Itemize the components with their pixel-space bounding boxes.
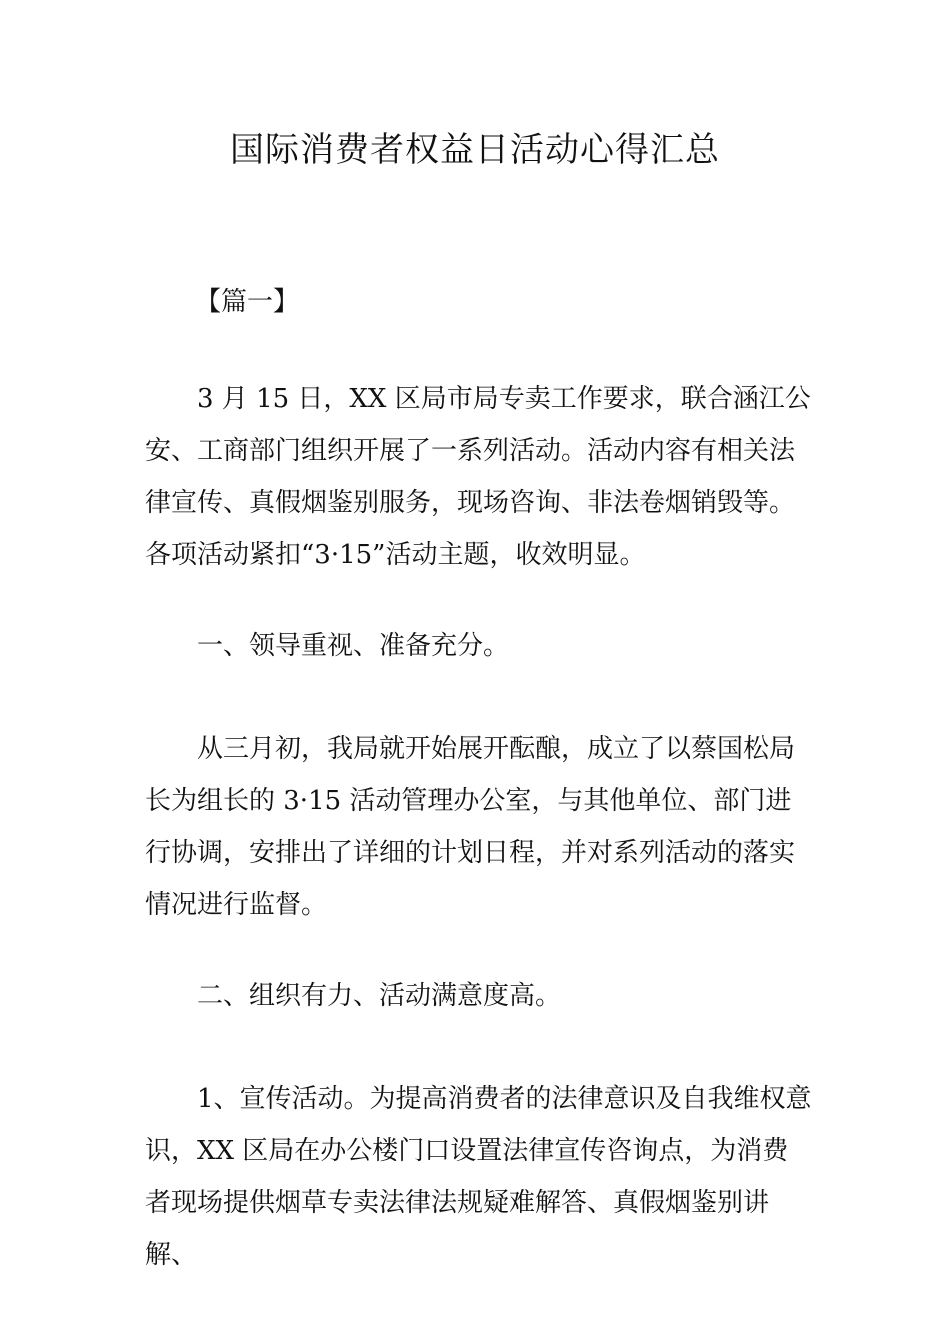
section-label: 【篇一】 <box>195 287 300 317</box>
paragraph-leadership: 从三月初，我局就开始展开酝酿，成立了以蔡国松局长为组长的 3·15 活动管理办公室，与其他单位、部门进行协调，安排出了详细的计划日程，并对系列活动的落实情况进行监督。 <box>145 734 796 920</box>
paragraph-publicity: 1、宣传活动。为提高消费者的法律意识及自我维权意识，XX 区局在办公楼门口设置法律宣传咨询点，为消费者现场提供烟草专卖法律法规疑难解答、真假烟鉴别讲解、 <box>145 1084 812 1270</box>
paragraph-intro: 3 月 15 日，XX 区局市局专卖工作要求，联合涵江公安、工商部门组织开展了一系列活动。活动内容有相关法律宣传、真假烟鉴别服务，现场咨询、非法卷烟销毁等。各项活动紧扣“3·15”活动主题，收效明显。 <box>145 384 811 570</box>
section-heading-1: 一、领导重视、准备充分。 <box>197 631 510 661</box>
document-title: 国际消费者权益日活动心得汇总 <box>230 130 720 170</box>
section-heading-2: 二、组织有力、活动满意度高。 <box>197 981 562 1011</box>
